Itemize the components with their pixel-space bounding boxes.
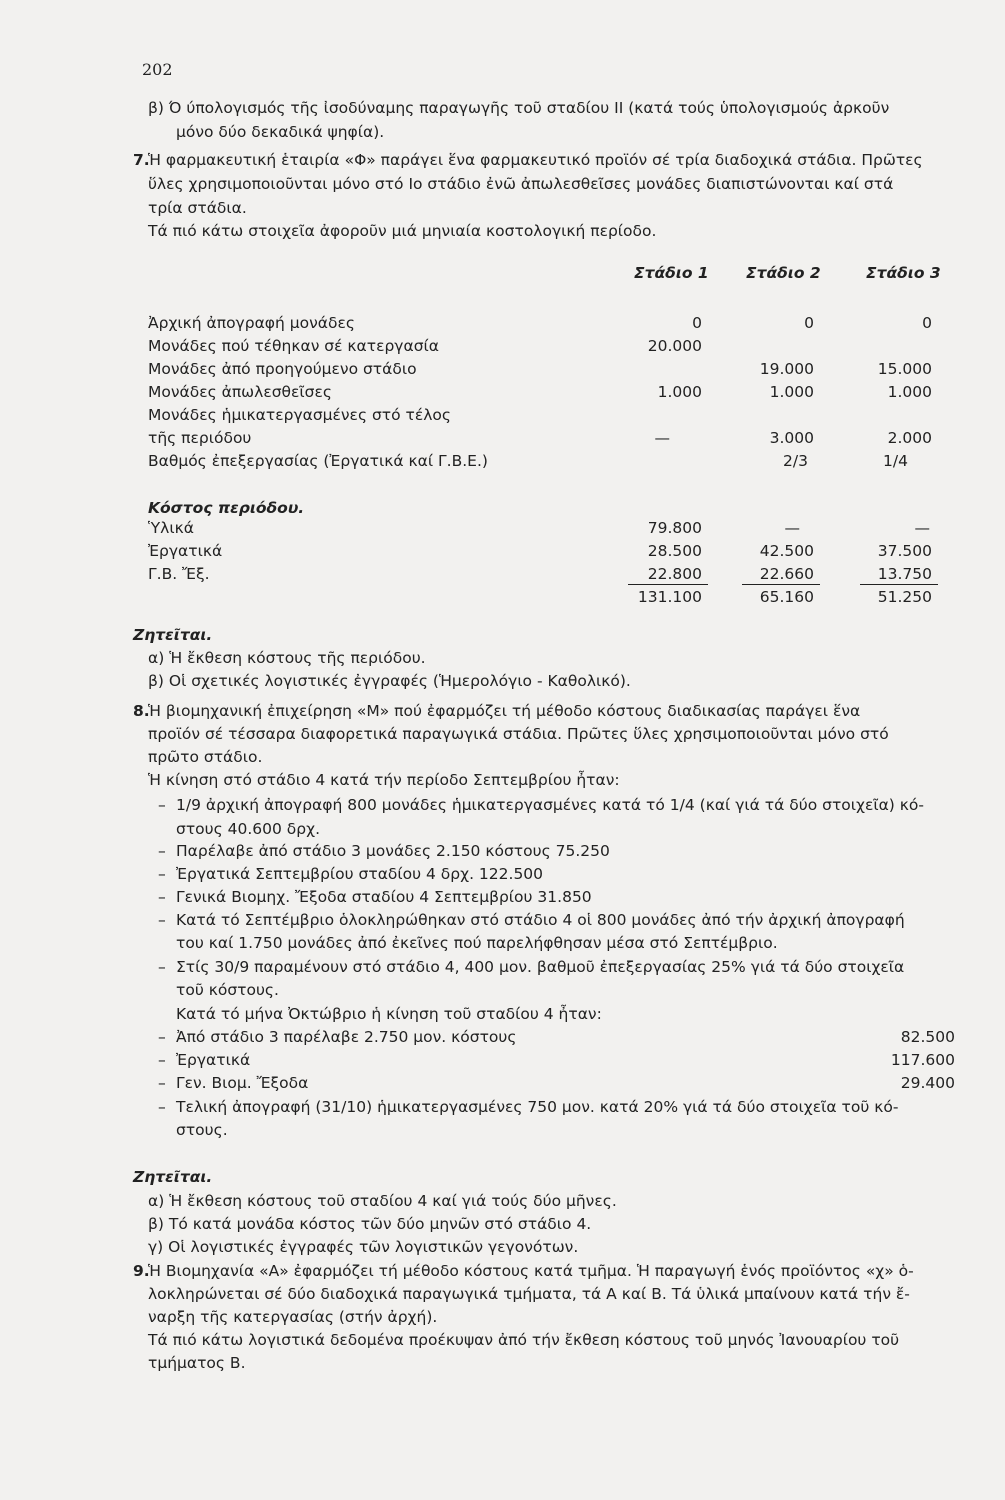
- stage-1-header: Στάδιο 1: [634, 264, 709, 282]
- ex7-intro-2: ὕλες χρησιμοποιοῦνται μόνο στό Ιο στάδιο ἐνῶ ἀπωλεσθεῖσες μονάδες διαπιστώνονται καί στά: [148, 175, 894, 193]
- table-row-label: Μονάδες ἀπό προηγούμενο στάδιο: [148, 360, 417, 378]
- list-item-amount: 82.500: [900, 1028, 955, 1046]
- ex7-intro-3: τρία στάδια.: [148, 199, 247, 217]
- list-item-cont: στους.: [176, 1121, 228, 1139]
- ex8-required-a: α) Ἡ ἔκθεση κόστους τοῦ σταδίου 4 καί γιά τούς δύο μῆνες.: [148, 1192, 617, 1210]
- table-cell: 1.000: [887, 383, 932, 401]
- total-rule-1: [628, 584, 708, 585]
- ex7-required-a: α) Ἡ ἔκθεση κόστους τῆς περιόδου.: [148, 649, 426, 667]
- table-cell: 0: [804, 314, 814, 332]
- ex9-line-5: τμήματος Β.: [148, 1354, 246, 1372]
- table-cell: 0: [922, 314, 932, 332]
- total-rule-3: [860, 584, 938, 585]
- list-item-cont: τοῦ κόστους.: [176, 981, 279, 999]
- list-item-cont: στους 40.600 δρχ.: [176, 820, 320, 838]
- table-row-label: Μονάδες ἀπωλεσθεῖσες: [148, 383, 332, 401]
- ex9-line-4: Τά πιό κάτω λογιστικά δεδομένα προέκυψαν ἀπό τήν ἔκθεση κόστους τοῦ μηνός Ἰανουαρίου τοῦ: [148, 1331, 900, 1349]
- table-row-label: Μονάδες ἡμικατεργασμένες στό τέλος: [148, 406, 451, 424]
- list-item: Ἐργατικά Σεπτεμβρίου σταδίου 4 δρχ. 122.500: [176, 865, 544, 883]
- cost-cell: —: [914, 519, 930, 537]
- cost-cell: 28.500: [647, 542, 702, 560]
- total-cell: 131.100: [637, 588, 702, 606]
- table-cell: 2.000: [887, 429, 932, 447]
- list-item-amount: 117.600: [890, 1051, 955, 1069]
- list-item: Στίς 30/9 παραμένουν στό στάδιο 4, 400 μον. βαθμοῦ ἐπεξεργασίας 25% γιά τά δύο στοιχεῖα: [176, 958, 905, 976]
- table-row-label: Ἀρχική ἀπογραφή μονάδες: [148, 314, 355, 332]
- page-number: 202: [142, 60, 173, 79]
- table-cell: 1.000: [769, 383, 814, 401]
- list-item: Τελική ἀπογραφή (31/10) ἡμικατεργασμένες 750 μον. κατά 20% γιά τά δύο στοιχεῖα τοῦ κό-: [176, 1098, 899, 1116]
- ex8-required-title: Ζητεῖται.: [133, 1168, 213, 1186]
- ex9-line-3: ναρξη τῆς κατεργασίας (στήν ἀρχή).: [148, 1308, 438, 1326]
- stage-2-header: Στάδιο 2: [746, 264, 821, 282]
- cost-cell: 13.750: [877, 565, 932, 583]
- table-cell: 1.000: [657, 383, 702, 401]
- table-cell: —: [654, 429, 670, 447]
- list-item-amount: 29.400: [900, 1074, 955, 1092]
- ex7-intro-4: Τά πιό κάτω στοιχεῖα ἀφοροῦν μιά μηνιαία κοστολογική περίοδο.: [148, 222, 657, 240]
- ex8-number: 8.: [133, 702, 150, 720]
- cost-cell: —: [784, 519, 800, 537]
- ex8-intro-2: προϊόν σέ τέσσαρα διαφορετικά παραγωγικά στάδια. Πρῶτες ὕλες χρησιμοποιοῦνται μόνο στό: [148, 725, 889, 743]
- table-cell: 3.000: [769, 429, 814, 447]
- ex7-number: 7.: [133, 151, 150, 169]
- stage-3-header: Στάδιο 3: [866, 264, 941, 282]
- list-item: Ἀπό στάδιο 3 παρέλαβε 2.750 μον. κόστους: [176, 1028, 517, 1046]
- list-item: Κατά τό Σεπτέμβριο ὁλοκληρώθηκαν στό στάδιο 4 οἱ 800 μονάδες ἀπό τήν ἀρχική ἀπογραφή: [176, 911, 905, 929]
- list-item-cont: του καί 1.750 μονάδες ἀπό ἐκεῖνες πού παρελήφθησαν μέσα στό Σεπτέμβριο.: [176, 934, 778, 952]
- cost-cell: 79.800: [647, 519, 702, 537]
- ex8-intro-1: Ἡ βιομηχανική ἐπιχείρηση «Μ» πού ἐφαρμόζει τή μέθοδο κόστους διαδικασίας παράγει ἕνα: [148, 702, 861, 720]
- table-cell: 2/3: [783, 452, 808, 470]
- cost-cell: 37.500: [877, 542, 932, 560]
- cost-cell: 22.800: [647, 565, 702, 583]
- list-item: Γεν. Βιομ. Ἔξοδα: [176, 1074, 309, 1092]
- cost-row-label: Ἐργατικά: [148, 542, 223, 560]
- ex9-line-1: Ἡ Βιομηχανία «Α» ἐφαρμόζει τή μέθοδο κόστους κατά τμῆμα. Ἡ παραγωγή ἑνός προϊόντος «χ» ὁ-: [148, 1262, 914, 1280]
- table-cell: 19.000: [759, 360, 814, 378]
- total-rule-2: [742, 584, 820, 585]
- table-cell: 0: [692, 314, 702, 332]
- ex8-required-c: γ) Οἱ λογιστικές ἐγγραφές τῶν λογιστικῶν γεγονότων.: [148, 1238, 579, 1256]
- cost-row-label: Ὑλικά: [148, 519, 194, 537]
- cost-row-label: Γ.Β. Ἔξ.: [148, 565, 210, 583]
- table-cell: 20.000: [647, 337, 702, 355]
- ex7-required-title: Ζητεῖται.: [133, 626, 213, 644]
- list-item: Γενικά Βιομηχ. Ἔξοδα σταδίου 4 Σεπτεμβρίου 31.850: [176, 888, 592, 906]
- table-row-label: Μονάδες πού τέθηκαν σέ κατεργασία: [148, 337, 439, 355]
- table-row-label: τῆς περιόδου: [148, 429, 252, 447]
- cost-cell: 22.660: [759, 565, 814, 583]
- table-row-label: Βαθμός ἐπεξεργασίας (Ἐργατικά καί Γ.Β.Ε.): [148, 452, 488, 470]
- total-cell: 51.250: [877, 588, 932, 606]
- ex7-intro-1: Ἡ φαρμακευτική ἑταιρία «Φ» παράγει ἕνα φαρμακευτικό προϊόν σέ τρία διαδοχικά στάδια. Πρῶτες: [148, 151, 923, 169]
- cost-period-title: Κόστος περιόδου.: [148, 499, 305, 517]
- october-intro: Κατά τό μήνα Ὀκτώβριο ἡ κίνηση τοῦ σταδίου 4 ἦταν:: [176, 1005, 602, 1023]
- ex6-b-line-1: β) Ό ύπολογισμός τῆς ἰσοδύναμης παραγωγῆς τοῦ σταδίου ΙΙ (κατά τούς ὑπολογισμούς ἀρκοῦν: [148, 99, 890, 117]
- table-cell: 15.000: [877, 360, 932, 378]
- ex7-required-b: β) Οἱ σχετικές λογιστικές ἐγγραφές (Ἡμερολόγιο - Καθολικό).: [148, 672, 631, 690]
- list-item: 1/9 ἀρχική ἀπογραφή 800 μονάδες ἡμικατεργασμένες κατά τό 1/4 (καί γιά τά δύο στοιχεῖα) κό-: [176, 796, 924, 814]
- list-item: Ἐργατικά: [176, 1051, 251, 1069]
- ex8-intro-3: πρῶτο στάδιο.: [148, 748, 263, 766]
- total-cell: 65.160: [759, 588, 814, 606]
- ex9-line-2: λοκληρώνεται σέ δύο διαδοχικά παραγωγικά τμήματα, τά Α καί Β. Τά ὑλικά μπαίνουν κατά τήν ἔ-: [148, 1285, 910, 1303]
- ex8-intro-4: Ἡ κίνηση στό στάδιο 4 κατά τήν περίοδο Σεπτεμβρίου ἦταν:: [148, 771, 620, 789]
- cost-cell: 42.500: [759, 542, 814, 560]
- ex9-number: 9.: [133, 1262, 150, 1280]
- list-item: Παρέλαβε ἀπό στάδιο 3 μονάδες 2.150 κόστους 75.250: [176, 842, 610, 860]
- ex8-required-b: β) Τό κατά μονάδα κόστος τῶν δύο μηνῶν στό στάδιο 4.: [148, 1215, 592, 1233]
- table-cell: 1/4: [883, 452, 908, 470]
- ex6-b-line-2: μόνο δύο δεκαδικά ψηφία).: [176, 123, 385, 141]
